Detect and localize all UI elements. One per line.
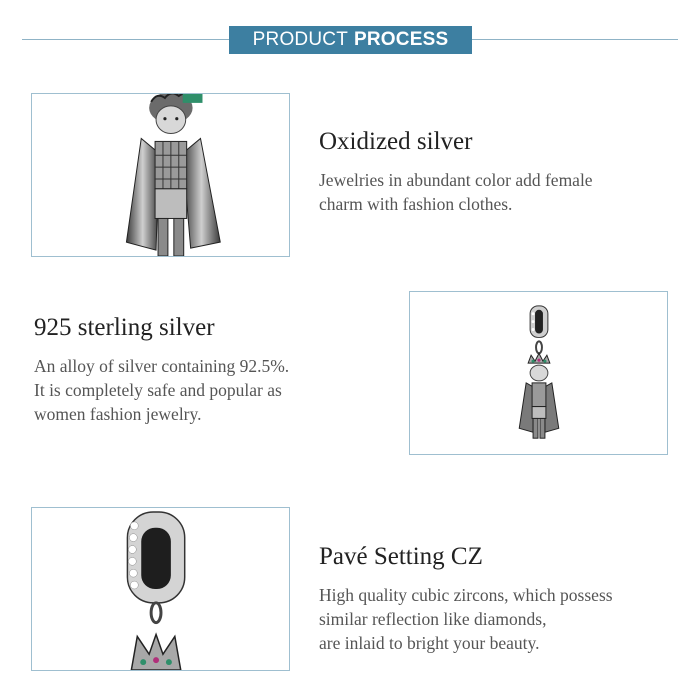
description-line: are inlaid to bright your beauty. (319, 633, 540, 653)
description-line: High quality cubic zircons, which possess (319, 585, 613, 605)
feature-pave-setting (319, 543, 613, 655)
description-line: similar reflection like diamonds, (319, 609, 547, 629)
section-header-badge (229, 26, 472, 54)
description-line: An alloy of silver containing 92.5%. (34, 356, 290, 376)
header-label-bold: PROCESS (354, 29, 449, 50)
feature-description (319, 168, 593, 216)
feature-sterling-silver (34, 314, 289, 426)
product-photo-bead (31, 507, 290, 671)
header-label-regular: PRODUCT (252, 29, 348, 50)
feature-title: Oxidized silver (319, 128, 473, 155)
header-divider-right (472, 39, 678, 40)
feature-title: Pavé Setting CZ (319, 543, 483, 570)
description-line: It is completely safe and popular as (34, 380, 282, 400)
boy-charm-closeup-image (32, 94, 289, 256)
bead-with-zircons-image (32, 508, 289, 670)
feature-oxidized-silver (319, 128, 593, 216)
product-photo-full (409, 291, 668, 455)
description-line: charm with fashion clothes. (319, 194, 513, 214)
header-divider-left (22, 39, 229, 40)
feature-description (319, 583, 613, 655)
description-line: women fashion jewelry. (34, 404, 202, 424)
feature-title: 925 sterling silver (34, 314, 215, 341)
product-photo-closeup (31, 93, 290, 257)
full-charm-pendant-image (410, 292, 667, 454)
feature-description (34, 354, 289, 426)
description-line: Jewelries in abundant color add female (319, 170, 593, 190)
